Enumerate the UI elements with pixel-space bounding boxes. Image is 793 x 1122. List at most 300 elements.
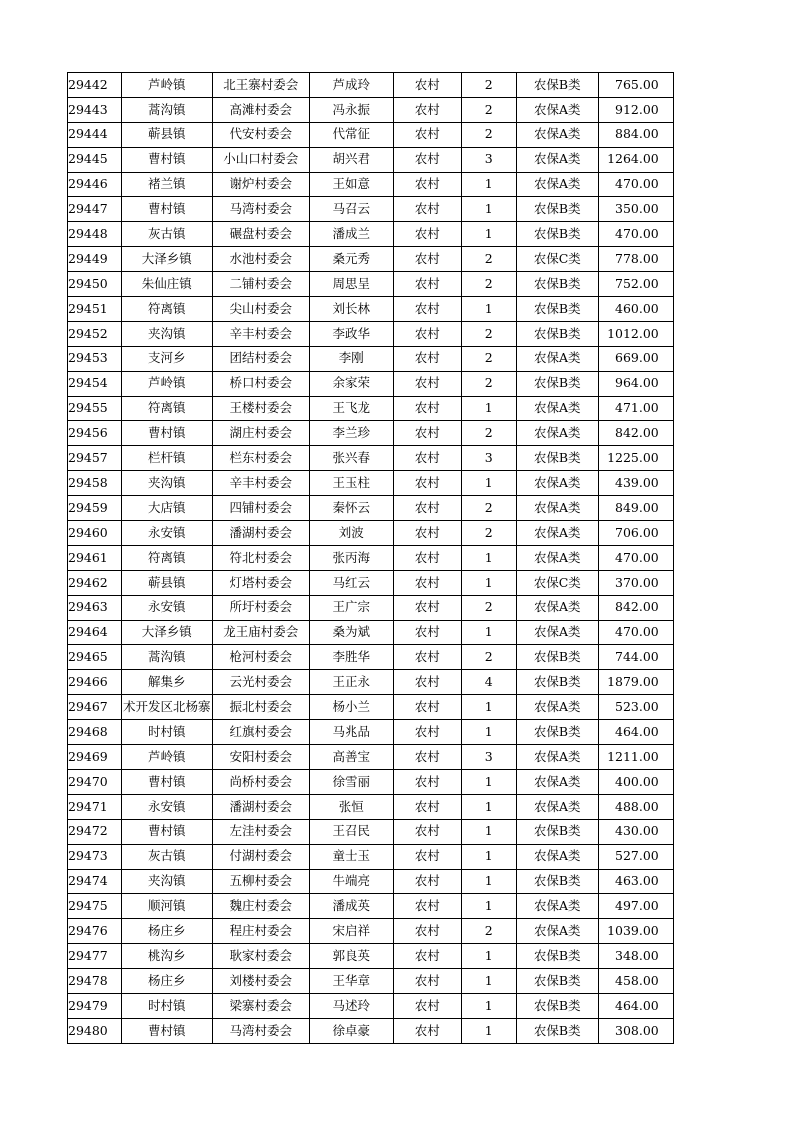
cell-insurance-category: 农保A类 [516, 471, 598, 496]
table-row [68, 670, 674, 695]
cell-town: 解集乡 [121, 670, 212, 695]
cell-amount: 470.00 [598, 172, 673, 197]
table-row [68, 620, 674, 645]
cell-amount: 470.00 [598, 545, 673, 570]
cell-insurance-category: 农保B类 [516, 446, 598, 471]
cell-insurance-category: 农保B类 [516, 819, 598, 844]
cell-area-type: 农村 [393, 97, 461, 122]
cell-record-id: 29458 [68, 471, 122, 496]
cell-household-count: 2 [461, 521, 516, 546]
table-row [68, 894, 674, 919]
cell-town: 灰古镇 [121, 222, 212, 247]
cell-area-type: 农村 [393, 595, 461, 620]
table-row [68, 993, 674, 1018]
cell-town: 夹沟镇 [121, 869, 212, 894]
cell-insurance-category: 农保B类 [516, 645, 598, 670]
cell-record-id: 29472 [68, 819, 122, 844]
table-row [68, 446, 674, 471]
cell-town: 朱仙庄镇 [121, 272, 212, 297]
cell-town: 蕲县镇 [121, 122, 212, 147]
cell-household-count: 2 [461, 97, 516, 122]
cell-household-count: 2 [461, 346, 516, 371]
cell-amount: 964.00 [598, 371, 673, 396]
cell-area-type: 农村 [393, 819, 461, 844]
cell-village-committee: 栏东村委会 [212, 446, 309, 471]
cell-record-id: 29442 [68, 73, 122, 98]
cell-insurance-category: 农保A类 [516, 794, 598, 819]
cell-town: 时村镇 [121, 993, 212, 1018]
cell-record-id: 29473 [68, 844, 122, 869]
cell-household-count: 1 [461, 197, 516, 222]
table-row [68, 695, 674, 720]
cell-household-count: 3 [461, 446, 516, 471]
cell-town: 蕲县镇 [121, 570, 212, 595]
cell-household-count: 2 [461, 73, 516, 98]
cell-insurance-category: 农保A类 [516, 745, 598, 770]
cell-town: 永安镇 [121, 595, 212, 620]
table-body [68, 73, 674, 1044]
cell-insurance-category: 农保B类 [516, 371, 598, 396]
cell-amount: 470.00 [598, 620, 673, 645]
cell-amount: 458.00 [598, 969, 673, 994]
cell-town: 曹村镇 [121, 147, 212, 172]
cell-area-type: 农村 [393, 446, 461, 471]
cell-village-committee: 辛丰村委会 [212, 321, 309, 346]
cell-area-type: 农村 [393, 919, 461, 944]
cell-household-count: 1 [461, 794, 516, 819]
cell-record-id: 29443 [68, 97, 122, 122]
cell-village-committee: 二铺村委会 [212, 272, 309, 297]
cell-person-name: 王广宗 [309, 595, 393, 620]
cell-amount: 912.00 [598, 97, 673, 122]
cell-person-name: 桑元秀 [309, 247, 393, 272]
cell-insurance-category: 农保B类 [516, 869, 598, 894]
table-row [68, 197, 674, 222]
cell-village-committee: 魏庄村委会 [212, 894, 309, 919]
cell-household-count: 2 [461, 122, 516, 147]
table-row [68, 496, 674, 521]
cell-record-id: 29467 [68, 695, 122, 720]
cell-household-count: 1 [461, 396, 516, 421]
cell-amount: 1012.00 [598, 321, 673, 346]
cell-area-type: 农村 [393, 272, 461, 297]
cell-village-committee: 振北村委会 [212, 695, 309, 720]
cell-record-id: 29464 [68, 620, 122, 645]
cell-village-committee: 代安村委会 [212, 122, 309, 147]
cell-town: 曹村镇 [121, 1018, 212, 1043]
cell-area-type: 农村 [393, 769, 461, 794]
cell-area-type: 农村 [393, 969, 461, 994]
cell-insurance-category: 农保A类 [516, 919, 598, 944]
cell-insurance-category: 农保A类 [516, 521, 598, 546]
table-row [68, 1018, 674, 1043]
cell-person-name: 马述玲 [309, 993, 393, 1018]
table-row [68, 794, 674, 819]
cell-insurance-category: 农保B类 [516, 222, 598, 247]
cell-record-id: 29455 [68, 396, 122, 421]
cell-person-name: 李兰珍 [309, 421, 393, 446]
cell-town: 支河乡 [121, 346, 212, 371]
cell-record-id: 29460 [68, 521, 122, 546]
cell-record-id: 29466 [68, 670, 122, 695]
cell-record-id: 29445 [68, 147, 122, 172]
cell-person-name: 张丙海 [309, 545, 393, 570]
cell-amount: 439.00 [598, 471, 673, 496]
cell-record-id: 29476 [68, 919, 122, 944]
table-row [68, 247, 674, 272]
cell-amount: 765.00 [598, 73, 673, 98]
cell-village-committee: 潘湖村委会 [212, 521, 309, 546]
cell-amount: 706.00 [598, 521, 673, 546]
cell-town: 符离镇 [121, 396, 212, 421]
cell-village-committee: 安阳村委会 [212, 745, 309, 770]
cell-person-name: 马兆品 [309, 720, 393, 745]
cell-town: 曹村镇 [121, 421, 212, 446]
cell-area-type: 农村 [393, 396, 461, 421]
table-row [68, 346, 674, 371]
cell-town: 杨庄乡 [121, 969, 212, 994]
cell-amount: 1211.00 [598, 745, 673, 770]
cell-town: 术开发区北杨寨 [121, 695, 212, 720]
cell-insurance-category: 农保B类 [516, 197, 598, 222]
cell-area-type: 农村 [393, 122, 461, 147]
cell-amount: 744.00 [598, 645, 673, 670]
cell-household-count: 1 [461, 844, 516, 869]
cell-amount: 464.00 [598, 993, 673, 1018]
cell-record-id: 29475 [68, 894, 122, 919]
cell-village-committee: 付湖村委会 [212, 844, 309, 869]
cell-amount: 350.00 [598, 197, 673, 222]
cell-record-id: 29446 [68, 172, 122, 197]
cell-village-committee: 程庄村委会 [212, 919, 309, 944]
cell-person-name: 张恒 [309, 794, 393, 819]
table-row [68, 844, 674, 869]
cell-household-count: 1 [461, 695, 516, 720]
cell-village-committee: 北王寨村委会 [212, 73, 309, 98]
cell-person-name: 徐卓豪 [309, 1018, 393, 1043]
cell-town: 符离镇 [121, 297, 212, 322]
cell-area-type: 农村 [393, 496, 461, 521]
cell-household-count: 1 [461, 570, 516, 595]
cell-amount: 842.00 [598, 595, 673, 620]
table-row [68, 321, 674, 346]
cell-area-type: 农村 [393, 297, 461, 322]
cell-area-type: 农村 [393, 645, 461, 670]
cell-household-count: 2 [461, 595, 516, 620]
cell-village-committee: 马湾村委会 [212, 197, 309, 222]
table-row [68, 595, 674, 620]
cell-insurance-category: 农保A类 [516, 595, 598, 620]
cell-person-name: 杨小兰 [309, 695, 393, 720]
cell-person-name: 代常征 [309, 122, 393, 147]
cell-amount: 752.00 [598, 272, 673, 297]
cell-amount: 1879.00 [598, 670, 673, 695]
cell-town: 芦岭镇 [121, 745, 212, 770]
cell-insurance-category: 农保B类 [516, 73, 598, 98]
cell-record-id: 29452 [68, 321, 122, 346]
table-row [68, 944, 674, 969]
cell-village-committee: 枪河村委会 [212, 645, 309, 670]
cell-area-type: 农村 [393, 421, 461, 446]
cell-amount: 470.00 [598, 222, 673, 247]
table-row [68, 969, 674, 994]
cell-area-type: 农村 [393, 521, 461, 546]
cell-amount: 460.00 [598, 297, 673, 322]
cell-person-name: 徐雪丽 [309, 769, 393, 794]
cell-insurance-category: 农保A类 [516, 147, 598, 172]
cell-village-committee: 五柳村委会 [212, 869, 309, 894]
cell-person-name: 李政华 [309, 321, 393, 346]
cell-person-name: 李胜华 [309, 645, 393, 670]
cell-town: 曹村镇 [121, 819, 212, 844]
cell-insurance-category: 农保A类 [516, 496, 598, 521]
cell-area-type: 农村 [393, 1018, 461, 1043]
table-row [68, 122, 674, 147]
cell-amount: 400.00 [598, 769, 673, 794]
cell-household-count: 2 [461, 645, 516, 670]
cell-household-count: 4 [461, 670, 516, 695]
cell-household-count: 2 [461, 272, 516, 297]
table-row [68, 172, 674, 197]
cell-insurance-category: 农保B类 [516, 321, 598, 346]
cell-area-type: 农村 [393, 247, 461, 272]
cell-area-type: 农村 [393, 745, 461, 770]
cell-town: 大店镇 [121, 496, 212, 521]
cell-insurance-category: 农保A类 [516, 844, 598, 869]
cell-insurance-category: 农保B类 [516, 1018, 598, 1043]
table-row [68, 745, 674, 770]
cell-insurance-category: 农保B类 [516, 969, 598, 994]
cell-insurance-category: 农保C类 [516, 570, 598, 595]
cell-village-committee: 王楼村委会 [212, 396, 309, 421]
cell-insurance-category: 农保B类 [516, 297, 598, 322]
cell-insurance-category: 农保C类 [516, 247, 598, 272]
cell-village-committee: 红旗村委会 [212, 720, 309, 745]
cell-person-name: 周思呈 [309, 272, 393, 297]
cell-household-count: 2 [461, 421, 516, 446]
cell-insurance-category: 农保A类 [516, 620, 598, 645]
cell-household-count: 1 [461, 1018, 516, 1043]
cell-insurance-category: 农保A类 [516, 172, 598, 197]
cell-person-name: 潘成英 [309, 894, 393, 919]
cell-town: 蒿沟镇 [121, 97, 212, 122]
table-row [68, 421, 674, 446]
cell-insurance-category: 农保A类 [516, 769, 598, 794]
cell-village-committee: 刘楼村委会 [212, 969, 309, 994]
cell-amount: 523.00 [598, 695, 673, 720]
cell-insurance-category: 农保A类 [516, 695, 598, 720]
cell-town: 符离镇 [121, 545, 212, 570]
cell-insurance-category: 农保B类 [516, 720, 598, 745]
cell-person-name: 刘长林 [309, 297, 393, 322]
cell-town: 顺河镇 [121, 894, 212, 919]
cell-record-id: 29447 [68, 197, 122, 222]
cell-record-id: 29456 [68, 421, 122, 446]
cell-area-type: 农村 [393, 670, 461, 695]
cell-area-type: 农村 [393, 147, 461, 172]
cell-record-id: 29451 [68, 297, 122, 322]
cell-record-id: 29462 [68, 570, 122, 595]
cell-village-committee: 云光村委会 [212, 670, 309, 695]
table-row [68, 147, 674, 172]
cell-area-type: 农村 [393, 545, 461, 570]
cell-household-count: 1 [461, 471, 516, 496]
cell-area-type: 农村 [393, 197, 461, 222]
cell-person-name: 芦成玲 [309, 73, 393, 98]
cell-village-committee: 水池村委会 [212, 247, 309, 272]
cell-insurance-category: 农保B类 [516, 944, 598, 969]
cell-amount: 308.00 [598, 1018, 673, 1043]
cell-amount: 849.00 [598, 496, 673, 521]
cell-person-name: 冯永振 [309, 97, 393, 122]
cell-record-id: 29457 [68, 446, 122, 471]
cell-amount: 370.00 [598, 570, 673, 595]
cell-village-committee: 小山口村委会 [212, 147, 309, 172]
cell-amount: 884.00 [598, 122, 673, 147]
cell-household-count: 1 [461, 819, 516, 844]
cell-person-name: 高善宝 [309, 745, 393, 770]
cell-person-name: 张兴春 [309, 446, 393, 471]
cell-record-id: 29459 [68, 496, 122, 521]
table-row [68, 371, 674, 396]
table-row [68, 297, 674, 322]
cell-village-committee: 辛丰村委会 [212, 471, 309, 496]
cell-record-id: 29478 [68, 969, 122, 994]
cell-town: 栏杆镇 [121, 446, 212, 471]
cell-household-count: 2 [461, 321, 516, 346]
table-row [68, 222, 674, 247]
cell-town: 芦岭镇 [121, 371, 212, 396]
cell-town: 大泽乡镇 [121, 247, 212, 272]
cell-amount: 778.00 [598, 247, 673, 272]
cell-person-name: 王如意 [309, 172, 393, 197]
cell-household-count: 3 [461, 745, 516, 770]
cell-area-type: 农村 [393, 695, 461, 720]
cell-village-committee: 高滩村委会 [212, 97, 309, 122]
cell-person-name: 余家荣 [309, 371, 393, 396]
cell-person-name: 胡兴君 [309, 147, 393, 172]
cell-household-count: 1 [461, 297, 516, 322]
cell-village-committee: 碾盘村委会 [212, 222, 309, 247]
cell-amount: 1264.00 [598, 147, 673, 172]
cell-person-name: 马召云 [309, 197, 393, 222]
table-row [68, 97, 674, 122]
cell-person-name: 童士玉 [309, 844, 393, 869]
cell-town: 时村镇 [121, 720, 212, 745]
cell-town: 永安镇 [121, 521, 212, 546]
table-row [68, 396, 674, 421]
cell-household-count: 1 [461, 869, 516, 894]
cell-village-committee: 灯塔村委会 [212, 570, 309, 595]
cell-village-committee: 梁寨村委会 [212, 993, 309, 1018]
cell-person-name: 王召民 [309, 819, 393, 844]
cell-insurance-category: 农保B类 [516, 993, 598, 1018]
cell-village-committee: 尚桥村委会 [212, 769, 309, 794]
cell-insurance-category: 农保A类 [516, 894, 598, 919]
cell-household-count: 1 [461, 620, 516, 645]
cell-amount: 464.00 [598, 720, 673, 745]
cell-village-committee: 团结村委会 [212, 346, 309, 371]
cell-village-committee: 湖庄村委会 [212, 421, 309, 446]
cell-household-count: 1 [461, 969, 516, 994]
cell-town: 夹沟镇 [121, 321, 212, 346]
cell-village-committee: 尖山村委会 [212, 297, 309, 322]
cell-amount: 463.00 [598, 869, 673, 894]
cell-household-count: 1 [461, 172, 516, 197]
cell-town: 永安镇 [121, 794, 212, 819]
table-row [68, 272, 674, 297]
cell-amount: 1039.00 [598, 919, 673, 944]
cell-insurance-category: 农保A类 [516, 545, 598, 570]
cell-amount: 497.00 [598, 894, 673, 919]
cell-person-name: 宋启祥 [309, 919, 393, 944]
cell-area-type: 农村 [393, 894, 461, 919]
cell-person-name: 王玉柱 [309, 471, 393, 496]
cell-insurance-category: 农保A类 [516, 396, 598, 421]
table-row [68, 819, 674, 844]
cell-area-type: 农村 [393, 944, 461, 969]
cell-amount: 471.00 [598, 396, 673, 421]
cell-amount: 669.00 [598, 346, 673, 371]
cell-village-committee: 马湾村委会 [212, 1018, 309, 1043]
table-row [68, 471, 674, 496]
cell-area-type: 农村 [393, 73, 461, 98]
cell-area-type: 农村 [393, 869, 461, 894]
cell-record-id: 29474 [68, 869, 122, 894]
cell-town: 曹村镇 [121, 769, 212, 794]
cell-person-name: 牛端亮 [309, 869, 393, 894]
cell-person-name: 王正永 [309, 670, 393, 695]
cell-household-count: 1 [461, 993, 516, 1018]
cell-town: 大泽乡镇 [121, 620, 212, 645]
cell-area-type: 农村 [393, 620, 461, 645]
cell-area-type: 农村 [393, 222, 461, 247]
cell-area-type: 农村 [393, 321, 461, 346]
cell-record-id: 29471 [68, 794, 122, 819]
cell-person-name: 王华章 [309, 969, 393, 994]
cell-village-committee: 符北村委会 [212, 545, 309, 570]
cell-record-id: 29444 [68, 122, 122, 147]
cell-area-type: 农村 [393, 346, 461, 371]
table-row [68, 645, 674, 670]
cell-record-id: 29465 [68, 645, 122, 670]
table-row [68, 545, 674, 570]
cell-record-id: 29479 [68, 993, 122, 1018]
cell-record-id: 29477 [68, 944, 122, 969]
cell-village-committee: 左洼村委会 [212, 819, 309, 844]
cell-household-count: 1 [461, 222, 516, 247]
cell-amount: 842.00 [598, 421, 673, 446]
cell-record-id: 29469 [68, 745, 122, 770]
cell-person-name: 刘波 [309, 521, 393, 546]
cell-person-name: 马红云 [309, 570, 393, 595]
cell-village-committee: 耿家村委会 [212, 944, 309, 969]
cell-town: 褚兰镇 [121, 172, 212, 197]
cell-record-id: 29463 [68, 595, 122, 620]
cell-household-count: 2 [461, 247, 516, 272]
cell-insurance-category: 农保B类 [516, 272, 598, 297]
cell-record-id: 29461 [68, 545, 122, 570]
cell-insurance-category: 农保A类 [516, 97, 598, 122]
table-row [68, 720, 674, 745]
table-row [68, 570, 674, 595]
cell-area-type: 农村 [393, 172, 461, 197]
cell-record-id: 29468 [68, 720, 122, 745]
table-row [68, 521, 674, 546]
cell-person-name: 李刚 [309, 346, 393, 371]
cell-household-count: 1 [461, 769, 516, 794]
cell-household-count: 3 [461, 147, 516, 172]
